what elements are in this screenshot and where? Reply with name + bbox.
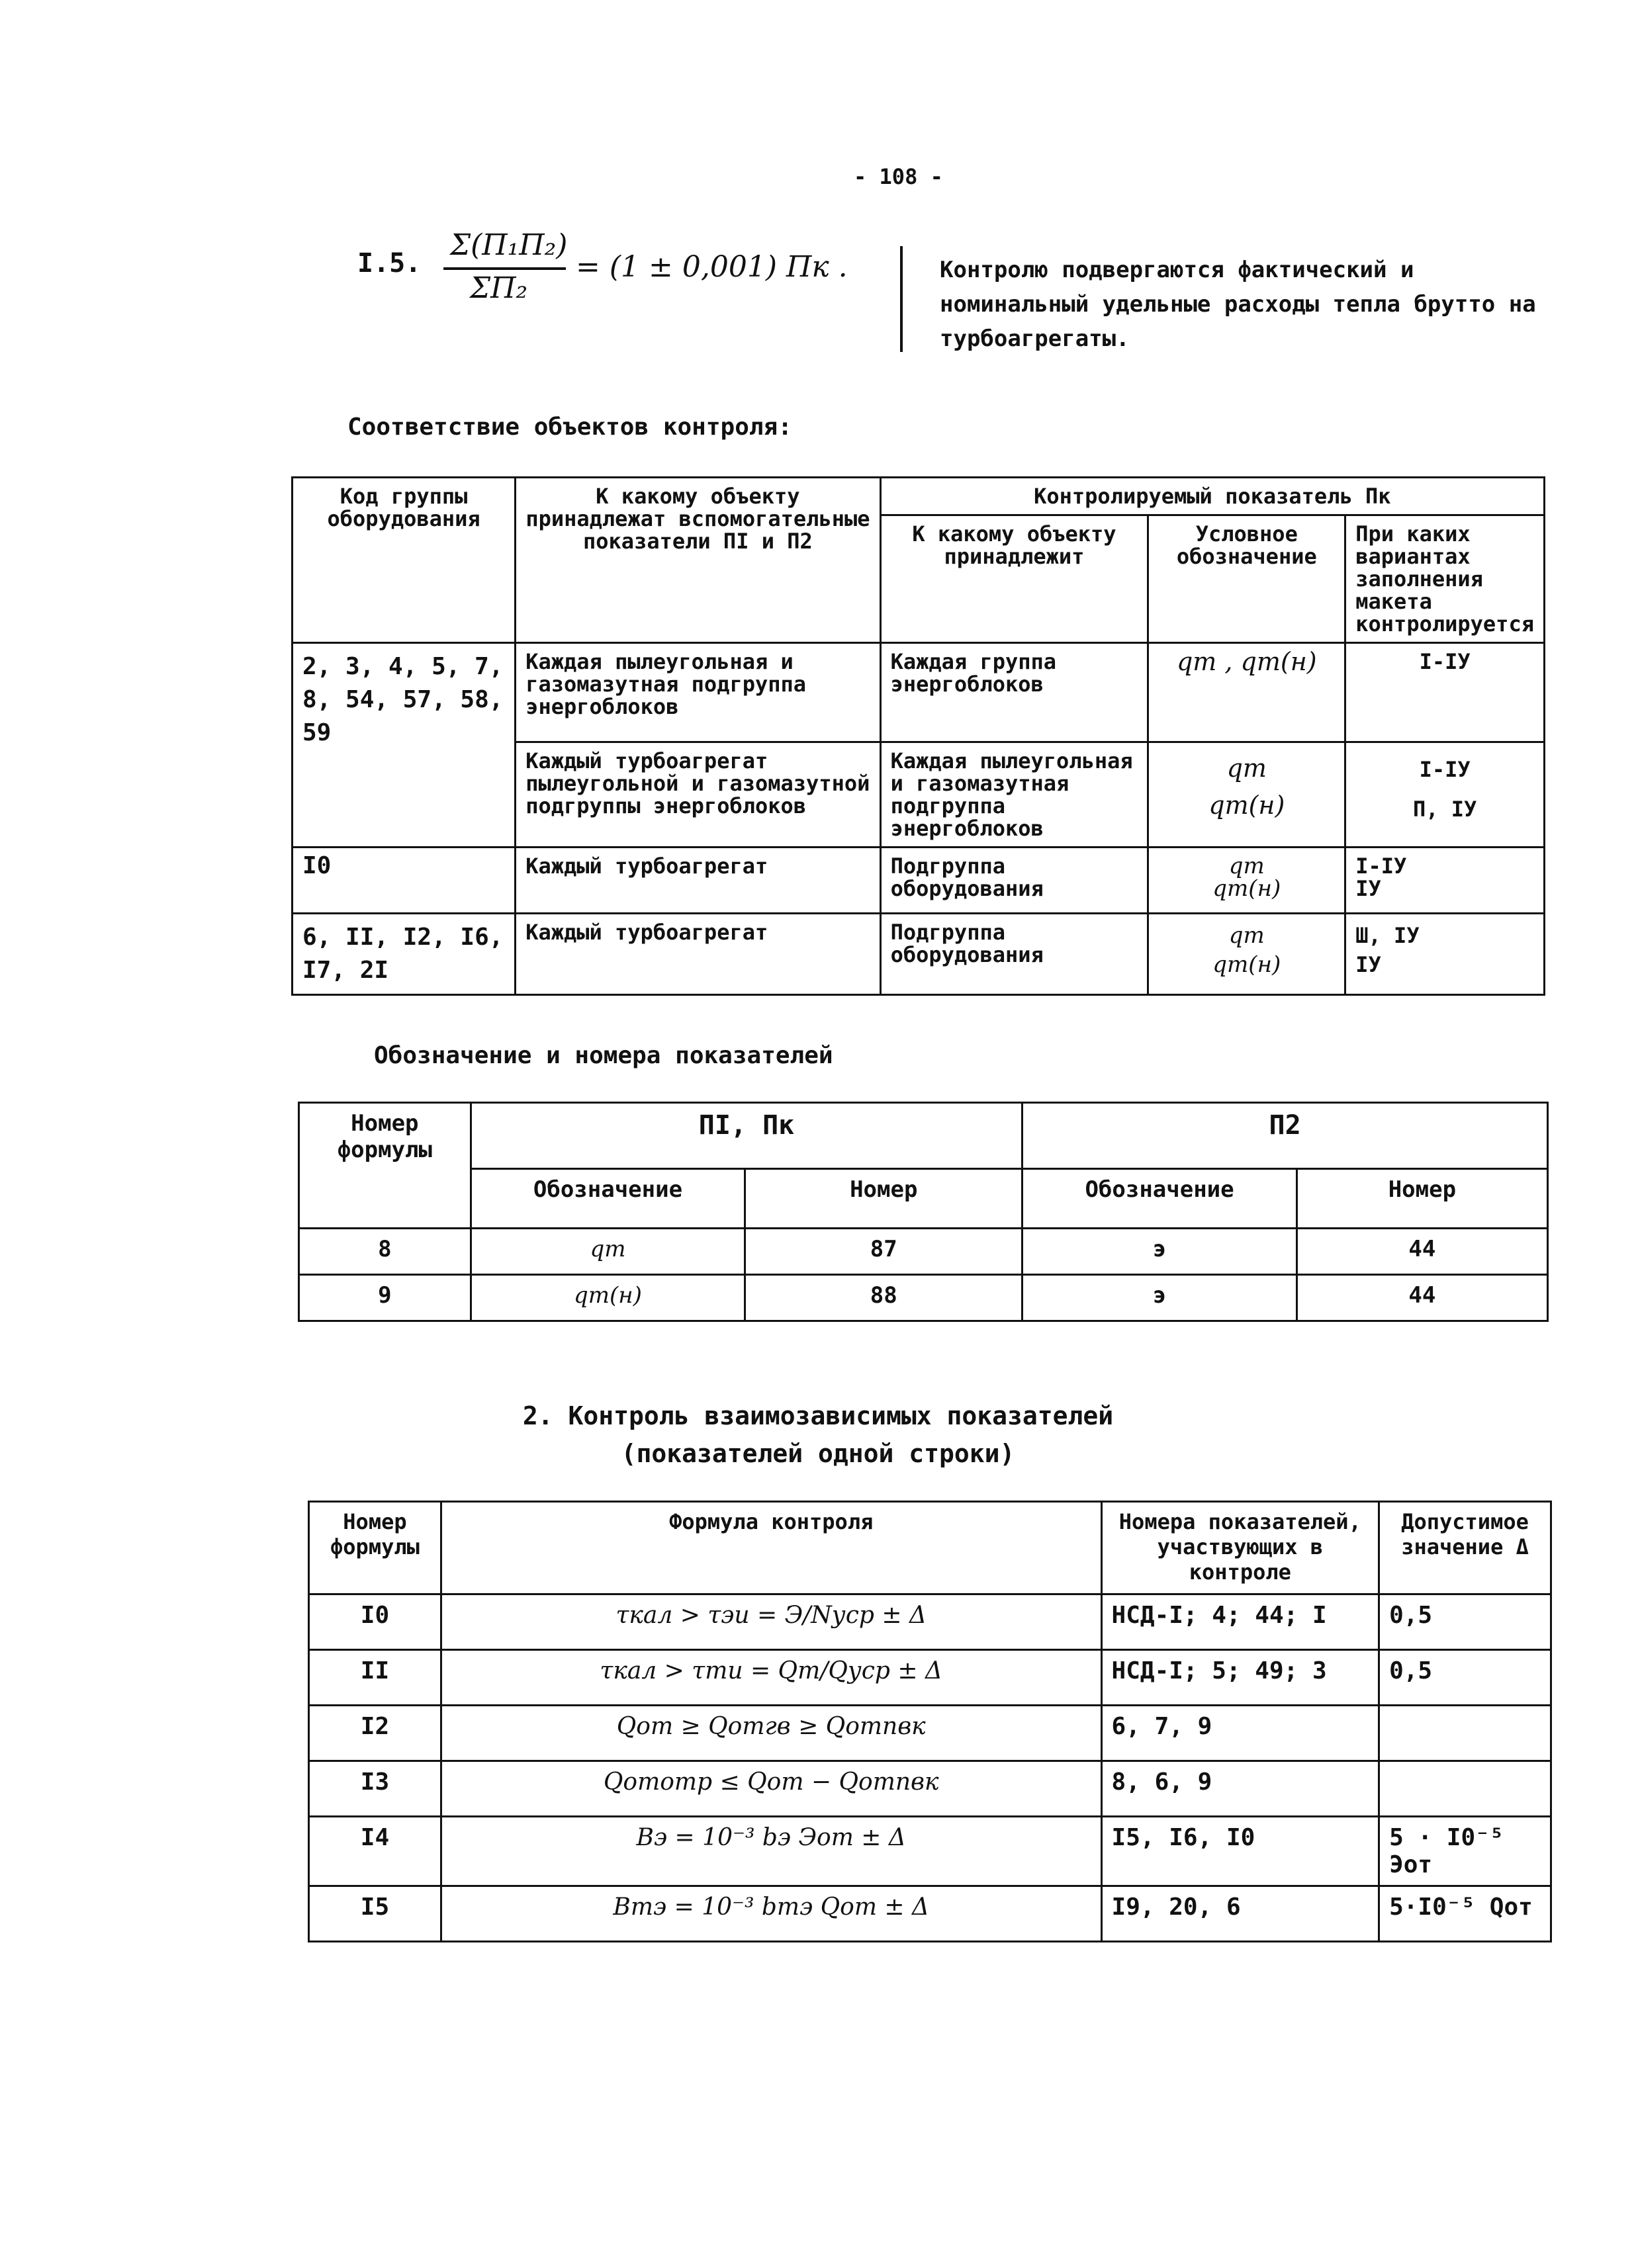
cell-designation: э: [1022, 1275, 1296, 1321]
cell-belongs: Каждая пылеугольная и газомазутная подгруппа энергоблоков: [880, 742, 1148, 848]
table-row: [309, 1502, 1551, 1594]
cell-variants: [1345, 848, 1545, 914]
cell-code: 2, 3, 4, 5, 7, 8, 54, 57, 58, 59: [293, 643, 516, 848]
header-designation: Условное обозначение: [1148, 515, 1345, 643]
control-table: [308, 1501, 1552, 1942]
formula-rhs: = (1 ± 0,001) Пк .: [576, 250, 848, 284]
cell-variants: [1345, 742, 1545, 848]
cell-allowed: 5 · I0⁻⁵ Эот: [1379, 1817, 1551, 1886]
cell-numbers: I5, I6, I0: [1101, 1817, 1379, 1886]
header-numbers: Номера показателей, участвующих в контроле: [1101, 1502, 1379, 1594]
cell-code: I0: [293, 848, 516, 914]
fraction-bar: [443, 267, 566, 270]
cell-designation: [1148, 742, 1345, 848]
header-controlled: Контролируемый показатель Пк: [880, 478, 1544, 515]
variants-line: IУ: [1355, 952, 1381, 977]
variants-line: П, IУ: [1412, 797, 1477, 822]
designation-heading: Обозначение и номера показателей: [374, 1042, 833, 1069]
table-row: [293, 478, 1545, 515]
header-formula-no: Номер формулы: [309, 1502, 441, 1594]
section-title: 2. Контроль взаимозависимых показателей: [522, 1401, 1114, 1430]
cell-allowed: [1379, 1706, 1551, 1761]
cell-allowed: [1379, 1761, 1551, 1817]
cell-allowed: 5·I0⁻⁵ Qот: [1379, 1886, 1551, 1942]
cell-aux: Каждый турбоагрегат: [516, 848, 880, 914]
designation-line: qт: [1228, 853, 1265, 879]
variants-line: IУ: [1355, 876, 1381, 901]
cell-no: I3: [309, 1761, 441, 1817]
cell-formula: 9: [299, 1275, 471, 1321]
cell-formula: Bтэ = 10⁻³ bтэ Qот ± Δ: [441, 1886, 1101, 1942]
cell-numbers: 6, 7, 9: [1101, 1706, 1379, 1761]
table-row: [309, 1817, 1551, 1886]
cell-formula: Qот ≥ Qотгв ≥ Qотпвк: [441, 1706, 1101, 1761]
variants-line: I-IУ: [1355, 853, 1407, 879]
formula-number: I.5.: [357, 248, 422, 279]
cell-no: I0: [309, 1594, 441, 1650]
variants-line: I-IУ: [1419, 757, 1471, 782]
table-row: [309, 1886, 1551, 1942]
cell-number: 87: [745, 1229, 1022, 1275]
cell-numbers: 8, 6, 9: [1101, 1761, 1379, 1817]
table-row: [309, 1761, 1551, 1817]
designation-line: qт(н): [1212, 951, 1281, 978]
cell-allowed: 0,5: [1379, 1594, 1551, 1650]
designation-line: qт(н): [1208, 791, 1285, 820]
table-row: [293, 914, 1545, 995]
header-aux-object: К какому объекту принадлежат вспомогательные показатели ПI и П2: [516, 478, 880, 643]
cell-no: II: [309, 1650, 441, 1706]
cell-designation: qт(н): [471, 1275, 745, 1321]
cell-numbers: НСД-I; 4; 44; I: [1101, 1594, 1379, 1650]
page-number: - 108 -: [854, 164, 943, 189]
correspondence-table: [291, 476, 1545, 996]
header-designation-2: Обозначение: [1022, 1169, 1296, 1229]
table-row: [299, 1229, 1548, 1275]
designation-table: [298, 1102, 1549, 1322]
cell-numbers: НСД-I; 5; 49; 3: [1101, 1650, 1379, 1706]
cell-number: 88: [745, 1275, 1022, 1321]
table-row: [299, 1169, 1548, 1229]
control-note: Контролю подвергаются фактический и номинальный удельные расходы тепла брутто на турбоагрегаты.: [940, 257, 1536, 352]
cell-code: 6, II, I2, I6, I7, 2I: [293, 914, 516, 995]
section-subtitle: (показателей одной строки): [621, 1439, 1015, 1468]
cell-aux: Каждая пылеугольная и газомазутная подгруппа энергоблоков: [516, 643, 880, 742]
cell-allowed: 0,5: [1379, 1650, 1551, 1706]
header-belongs: К какому объекту принадлежит: [880, 515, 1148, 643]
header-variants: При каких вариантах заполнения макета контролируется: [1345, 515, 1545, 643]
cell-formula: Bэ = 10⁻³ bэ Эот ± Δ: [441, 1817, 1101, 1886]
designation-line: qт: [1226, 754, 1267, 783]
cell-formula: τкал > τти = Qт/Qуср ± Δ: [441, 1650, 1101, 1706]
cell-no: I2: [309, 1706, 441, 1761]
cell-aux: Каждый турбоагрегат пылеугольной и газомазутной подгруппы энергоблоков: [516, 742, 880, 848]
header-designation-1: Обозначение: [471, 1169, 745, 1229]
header-code: Код группы оборудования: [293, 478, 516, 643]
header-formula-no: Номер формулы: [299, 1103, 471, 1229]
table-row: [293, 848, 1545, 914]
table-row: [309, 1594, 1551, 1650]
cell-aux: Каждый турбоагрегат: [516, 914, 880, 995]
cell-variants: [1345, 914, 1545, 995]
cell-designation: э: [1022, 1229, 1296, 1275]
header-formula: Формула контроля: [441, 1502, 1101, 1594]
header-number-1: Номер: [745, 1169, 1022, 1229]
table-row: [309, 1650, 1551, 1706]
cell-formula: 8: [299, 1229, 471, 1275]
formula-numerator: Σ(П₁П₂): [450, 228, 568, 262]
table-row: [299, 1103, 1548, 1169]
cell-formula: τкал > τэи = Э/Nуср ± Δ: [441, 1594, 1101, 1650]
table-row: [309, 1706, 1551, 1761]
cell-designation: qт: [471, 1229, 745, 1275]
cell-numbers: I9, 20, 6: [1101, 1886, 1379, 1942]
designation-line: qт(н): [1212, 875, 1281, 902]
designation-line: qт: [1228, 922, 1265, 949]
header-group2: П2: [1022, 1103, 1548, 1169]
cell-designation: [1148, 914, 1345, 995]
cell-number: 44: [1296, 1229, 1547, 1275]
table-row: [299, 1275, 1548, 1321]
header-number-2: Номер: [1296, 1169, 1547, 1229]
cell-belongs: Каждая группа энергоблоков: [880, 643, 1148, 742]
formula-denominator: ΣП₂: [470, 271, 528, 305]
cell-variants: I-IУ: [1345, 643, 1545, 742]
variants-line: Ш, IУ: [1355, 923, 1420, 948]
cell-formula: Qототр ≤ Qот − Qотпвк: [441, 1761, 1101, 1817]
cell-designation: [1148, 848, 1345, 914]
cell-no: I5: [309, 1886, 441, 1942]
cell-belongs: Подгруппа оборудования: [880, 914, 1148, 995]
cell-belongs: Подгруппа оборудования: [880, 848, 1148, 914]
correspondence-heading: Соответствие объектов контроля:: [347, 414, 792, 441]
cell-designation: qт , qт(н): [1148, 643, 1345, 742]
note-divider: [900, 246, 903, 352]
table-row: [293, 643, 1545, 742]
header-allowed: Допустимое значение Δ: [1379, 1502, 1551, 1594]
cell-no: I4: [309, 1817, 441, 1886]
header-group1: ПI, Пк: [471, 1103, 1022, 1169]
cell-number: 44: [1296, 1275, 1547, 1321]
